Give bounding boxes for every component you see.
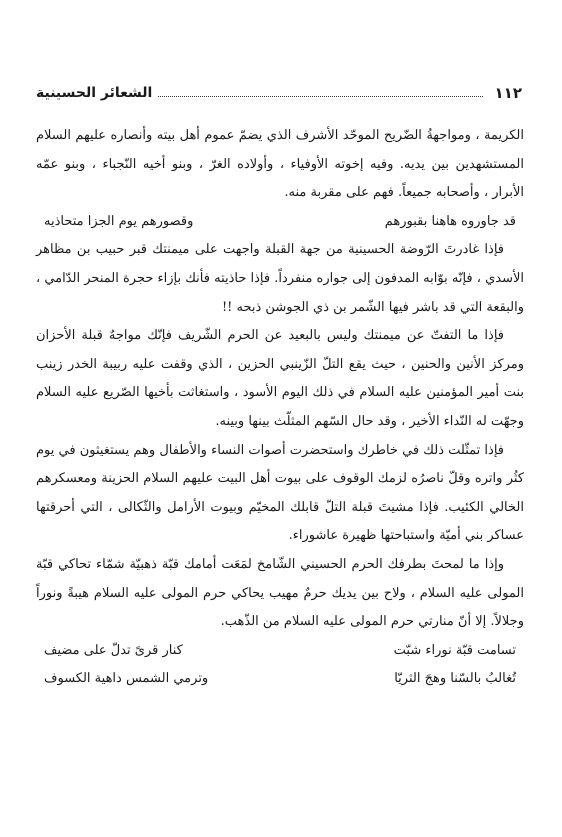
- paragraph: فإذا ما التفتّ عن ميمنتك وليس بالبعيد عن الحرم الشّريف فإنّك مواجهٌ قبلة الأحزان ومركز الأنين والحنين ، حيث يقع التلّ الزّينبي الحزين ، الذي وقفت عليه ربيبة الخدر زينب بنت أمير المؤمنين عليه السلام في ذلك اليوم الأسود ، واستغاثت بأخيها الصّريع عليه السلام وجهّت له النّداء الأخير ، وقد حال السّهم المثلّث بينها وبينه.: [36, 328, 524, 429]
- page-number: ١١٢: [494, 84, 522, 102]
- poem-verse: [36, 665, 524, 694]
- header-dotted-rule: [158, 96, 482, 97]
- verse-first-hemistich: تسامت قبّة نوراء شبّت: [393, 642, 516, 658]
- paragraph: الكريمة ، ومواجهةُ الضّريح الموحّد الأشرف الذي يضمّ عموم أهل بيته وأنصاره عليهم السلام المستشهدين بين يديه. وفيه إخوته الأوفياء ، وأولاده الغرّ ، وبنو أخيه النّجباء ، وبنو عمّه الأبرار ، وأصحابه جميعاً. فهم على مقربة منه.: [36, 128, 524, 201]
- paragraph: وإذا ما لمحتَ بطرفك الحرم الحسيني الشّامخ لمَعَت أمامك قبّة ذهبيّة شمّاء تحاكي قبّة المولى عليه السلام ، ولاح بين يديك حرمٌ مهيب يحاكي حرم المولى عليه السلام هيبةً ونوراً وجلالاً. إلا أنّ منارتي حرم المولى عليه السلام من الذّهب.: [36, 556, 524, 630]
- running-title: الشعائر الحسينية: [36, 85, 153, 101]
- poem-verse: [36, 208, 524, 237]
- paragraph: فإذا تمثّلت ذلك في خاطرك واستحضرت أصوات النساء والأطفال وهم يستغيثون في يوم كثُر واتره وقلّ ناصرُه لزمك الوقوف على بيوت أهل البيت عليهم السلام الحزينة ومعسكرهم الخالي الكئيب. فإذا مشيتَ قبلة التلّ قابلك المخيّم وبيوت الأرامل والثّكالى ، التي أحرقتها عساكر بني أميّة واستباحتها ظهيرة عاشوراء.: [36, 442, 524, 544]
- verse-first-hemistich: قد جاوروه هاهنا بقبورهم: [384, 213, 516, 229]
- page-body: [36, 122, 524, 694]
- verse-first-hemistich: تُغالبُ بالسّنا وهجَ الثريّا: [394, 671, 516, 687]
- poem-verse: [36, 637, 524, 666]
- page-header: [36, 80, 522, 106]
- verse-second-hemistich: وقصورهم يوم الجزا متحاذيه: [44, 213, 194, 229]
- paragraph: فإذا غادرتَ الرّوضة الحسينية من جهة القبلة واجهت على ميمنتك قبر حبيب بن مظاهر الأسدي ، فإنّه بوّابه المدفون إلى جواره منفرداً. فإذا حاذيته فأنك بإزاء حجرة المنحر الدّامي ، والبقعة التي قد باشر فيها الشّمر بن ذي الجوشن ذبحه !!: [35, 242, 524, 315]
- verse-second-hemistich: كنار قرىً تدلّ على مضيف: [44, 642, 183, 658]
- verse-second-hemistich: وترمي الشمس داهية الكسوف: [44, 671, 209, 687]
